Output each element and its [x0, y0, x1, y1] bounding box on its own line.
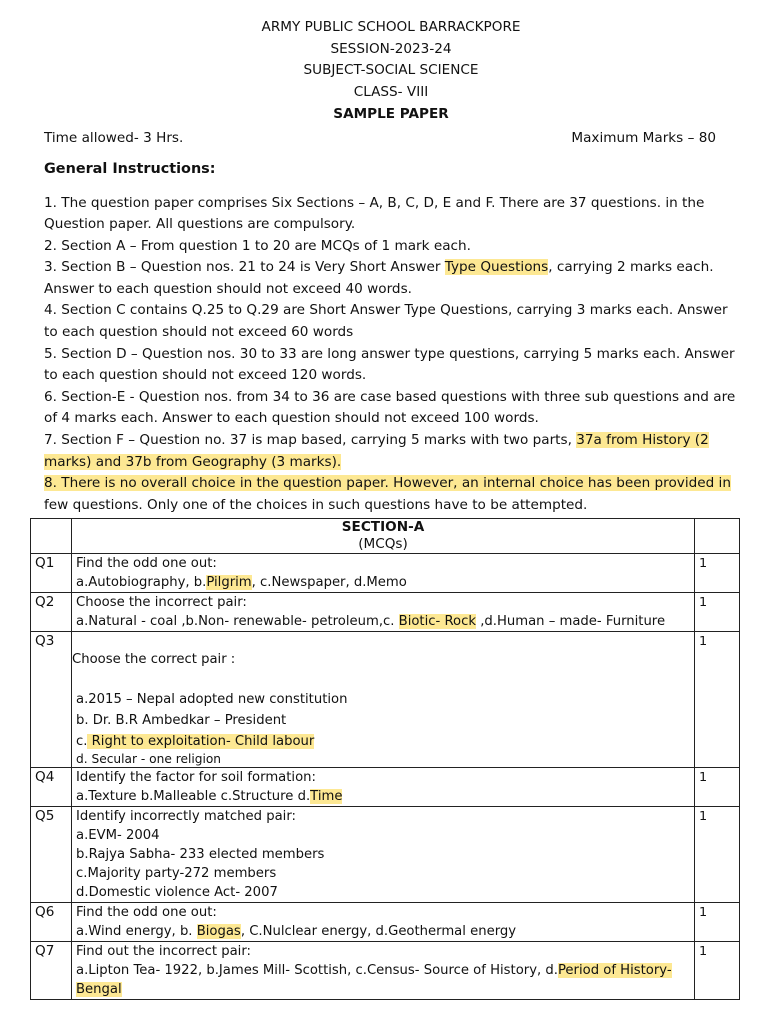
page — [44, 17, 738, 516]
table-row — [31, 593, 740, 632]
section-title: SECTION-A — [341, 519, 425, 535]
instruction-6: 6. Section-E - Question nos. from 34 to 36 are case based questions with three sub questions and are of 4 marks each. Answer to each question should not exceed 100 words. — [44, 388, 736, 427]
question-body — [72, 942, 695, 1000]
option-text: , C.Nulclear energy, d.Geothermal energy — [240, 924, 517, 939]
instruction-2: 2. Section A – From question 1 to 20 are MCQs of 1 mark each. — [44, 237, 471, 254]
question-marks: 1 — [695, 903, 740, 942]
highlighted-option: Pilgrim — [206, 575, 252, 590]
question-text: Choose the incorrect pair: — [76, 595, 247, 610]
question-options — [76, 961, 690, 999]
subject: SUBJECT-SOCIAL SCIENCE — [303, 62, 479, 79]
section-header-marks-cell — [695, 519, 740, 554]
instruction-5: 5. Section D – Question nos. 30 to 33 are long answer type questions, carrying 5 marks each. Answer to each question should not exceed 120 words. — [44, 345, 735, 384]
option-c: c.Majority party-272 members — [76, 866, 277, 881]
instruction-3-highlight: Type Questions — [444, 259, 549, 276]
question-options — [76, 612, 690, 631]
option-d: d. Secular - one religion — [76, 752, 222, 766]
question-number: Q7 — [31, 942, 72, 1000]
instruction-7 — [44, 430, 738, 473]
question-marks: 1 — [695, 554, 740, 593]
option-b: b. Dr. B.R Ambedkar – President — [76, 713, 287, 728]
option-c — [76, 731, 690, 752]
highlighted-option: Period of History- Bengal — [76, 963, 672, 997]
time-marks-row — [44, 128, 738, 150]
question-body — [72, 554, 695, 593]
instruction-8 — [44, 473, 738, 516]
option-text: a.Texture b.Malleable c.Structure d. — [76, 789, 311, 804]
highlighted-option: Biogas — [196, 924, 241, 939]
highlighted-option: Right to exploitation- Child labour — [87, 734, 315, 749]
question-options — [76, 573, 690, 592]
instructions-heading: General Instructions: — [44, 161, 216, 178]
question-marks: 1 — [695, 593, 740, 632]
question-number: Q1 — [31, 554, 72, 593]
question-marks: 1 — [695, 632, 740, 768]
question-body — [72, 768, 695, 807]
question-text: Find out the incorrect pair: — [76, 944, 251, 959]
option-b: b.Rajya Sabha- 233 elected members — [76, 847, 325, 862]
instruction-3 — [44, 257, 738, 300]
max-marks: Maximum Marks – 80 — [571, 129, 716, 146]
instruction-3-text-a: 3. Section B – Question nos. 21 to 24 is Very Short Answer — [44, 259, 445, 276]
option-a: a.2015 – Nepal adopted new constitution — [76, 692, 348, 707]
question-options — [76, 787, 690, 806]
paper-title: SAMPLE PAPER — [333, 105, 449, 122]
table-row — [31, 903, 740, 942]
question-text: Find the odd one out: — [76, 905, 217, 920]
question-number: Q4 — [31, 768, 72, 807]
question-body — [72, 903, 695, 942]
table-row — [31, 942, 740, 1000]
question-text: Choose the correct pair : — [72, 652, 236, 667]
instruction-4: 4. Section C contains Q.25 to Q.29 are Short Answer Type Questions, carrying 3 marks each. Answer to each question should not exceed 60 words — [44, 302, 728, 341]
table-row — [31, 768, 740, 807]
section-header-row — [31, 519, 740, 554]
questions-table — [30, 518, 740, 1000]
question-options — [76, 922, 690, 941]
option-text: ,d.Human – made- Furniture — [476, 614, 666, 629]
section-header-cell — [72, 519, 695, 554]
question-body — [72, 807, 695, 903]
question-number: Q6 — [31, 903, 72, 942]
question-marks: 1 — [695, 942, 740, 1000]
highlighted-option: Time — [310, 789, 343, 804]
section-header-num-cell — [31, 519, 72, 554]
highlighted-option: Biotic- Rock — [398, 614, 476, 629]
option-c-label: c. — [76, 734, 88, 749]
time-allowed: Time allowed- 3 Hrs. — [44, 129, 184, 146]
instruction-3-text-c: , carrying 2 marks each. Answer to each question should not exceed 40 words. — [44, 259, 714, 297]
question-text: Find the odd one out: — [76, 556, 217, 571]
option-a: a.EVM- 2004 — [76, 828, 160, 843]
question-body — [72, 593, 695, 632]
session: SESSION-2023-24 — [330, 40, 452, 57]
instructions-list — [44, 193, 738, 517]
option-text: a.Lipton Tea- 1922, b.James Mill- Scottish, c.Census- Source of History, d. — [76, 963, 558, 978]
option-text: , c.Newspaper, d.Memo — [251, 575, 407, 590]
instruction-7-highlight: 37a from History (2 marks) and 37b from Geography (3 marks). — [44, 432, 709, 470]
option-text: a.Wind energy, b. — [76, 924, 197, 939]
instruction-7-text-a: 7. Section F – Question no. 37 is map based, carrying 5 marks with two parts, — [44, 432, 577, 449]
question-text: Identify incorrectly matched pair: — [76, 809, 296, 824]
school-name: ARMY PUBLIC SCHOOL BARRACKPORE — [261, 19, 521, 35]
instruction-8-highlight: 8. There is no overall choice in the question paper. However, an internal choice has been provided in — [44, 475, 731, 492]
question-text: Identify the factor for soil formation: — [76, 770, 316, 785]
question-body — [72, 632, 695, 768]
table-row — [31, 554, 740, 593]
table-row — [31, 632, 740, 768]
question-number: Q5 — [31, 807, 72, 903]
option-text: a.Autobiography, b. — [76, 575, 207, 590]
instruction-8-text-b: few questions. Only one of the choices in such questions have to be attempted. — [44, 496, 588, 513]
question-number: Q3 — [31, 632, 72, 768]
instruction-1: 1. The question paper comprises Six Sections – A, B, C, D, E and F. There are 37 questions. in the Question paper. All questions are compulsory. — [44, 194, 705, 233]
table-row — [31, 807, 740, 903]
option-text: a.Natural - coal ,b.Non- renewable- petroleum,c. — [76, 614, 399, 629]
section-subtitle: (MCQs) — [358, 536, 408, 552]
class: CLASS- VIII — [353, 84, 429, 101]
question-marks: 1 — [695, 768, 740, 807]
question-marks: 1 — [695, 807, 740, 903]
question-number: Q2 — [31, 593, 72, 632]
option-d: d.Domestic violence Act- 2007 — [76, 885, 278, 900]
